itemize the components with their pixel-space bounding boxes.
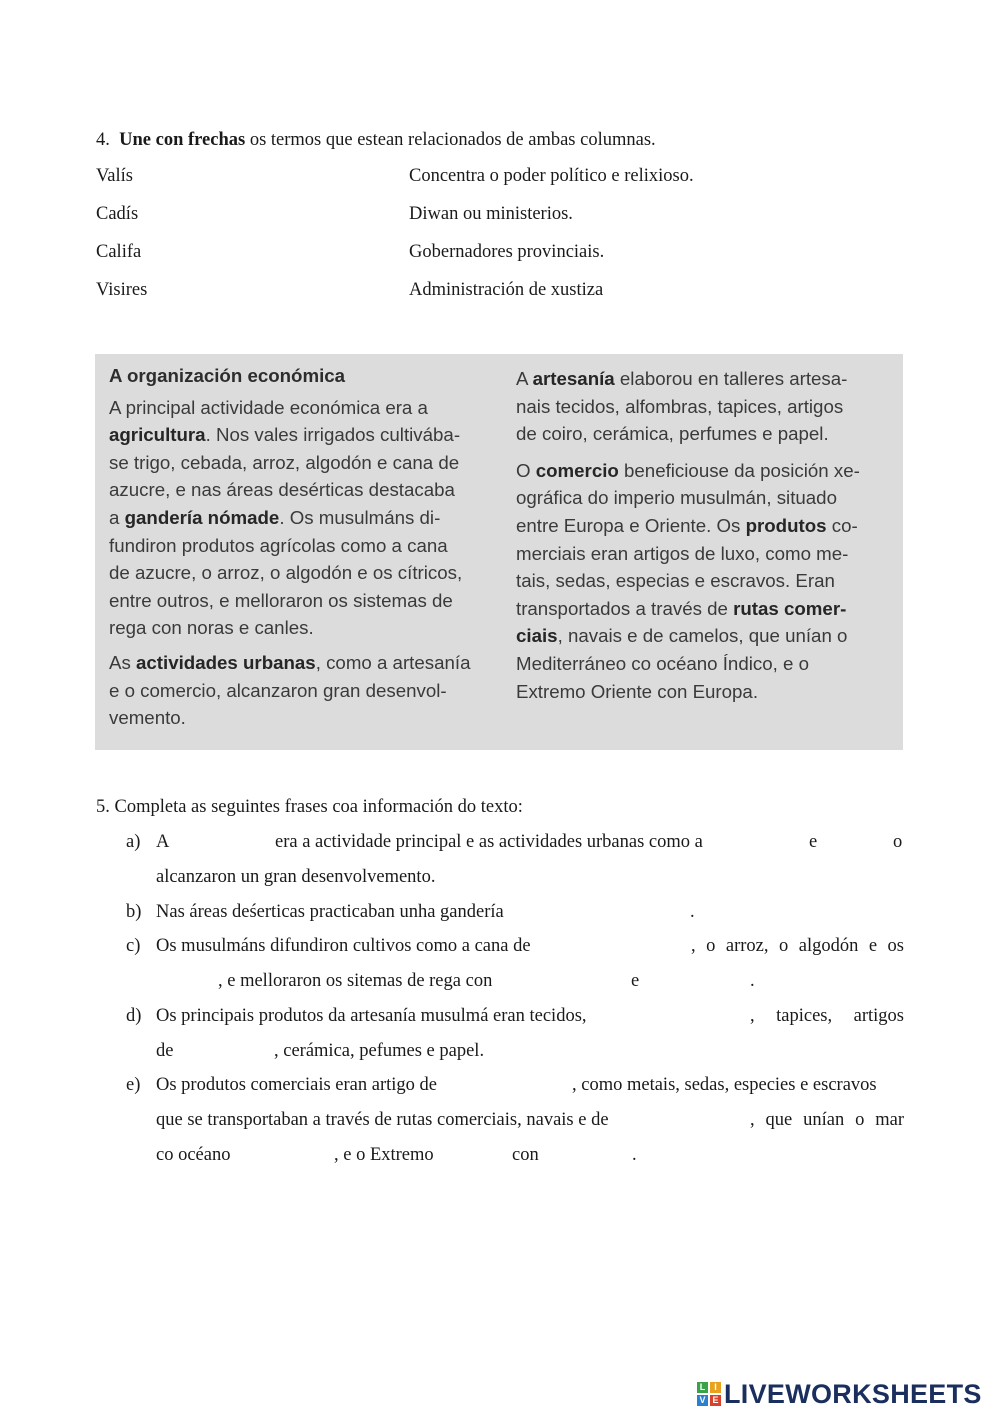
item-c-text-1: Os musulmáns difundiron cultivos como a cana de xyxy=(156,936,531,956)
textbook-excerpt xyxy=(95,354,903,750)
right-term-xustiza[interactable]: Administración de xustiza xyxy=(409,280,604,300)
item-d-text-3: de xyxy=(156,1041,174,1061)
exercise-4-instruction-bold: Une con frechas xyxy=(119,130,246,150)
term-rutas-comerciais-2: ciais xyxy=(516,625,558,647)
right-term-gobernadores[interactable]: Gobernadores provinciais. xyxy=(409,242,605,262)
item-e-blank-3[interactable] xyxy=(241,1143,331,1167)
right-term-poder[interactable]: Concentra o poder político e relixioso. xyxy=(409,166,694,186)
item-b-text-2: . xyxy=(690,902,695,922)
item-a-blank-2[interactable] xyxy=(745,830,803,854)
item-a-blank-3[interactable] xyxy=(823,830,889,854)
exercise-4-number: 4. xyxy=(96,130,110,150)
item-e-text-6: , e o Extremo xyxy=(334,1145,434,1165)
item-c-text-2: , o arroz, o algodón e os xyxy=(691,936,904,956)
item-d-blank-1[interactable] xyxy=(630,1004,746,1028)
textbook-left-column xyxy=(109,362,485,732)
term-agricultura: agricultura xyxy=(109,424,206,446)
item-c-text-5: . xyxy=(750,971,755,991)
term-artesania: artesanía xyxy=(532,368,615,389)
item-c-label: c) xyxy=(126,936,141,956)
liveworksheets-wordmark: LIVEWORKSHEETS xyxy=(724,1378,982,1409)
textbook-left-paragraph-2: As actividades urbanas, como a artesanía e o comercio, alcanzaron gran desenvol- vemento. xyxy=(109,651,471,729)
item-e-text-8: . xyxy=(632,1145,637,1165)
textbook-left-paragraph-1: A principal actividade económica era a agricultura. Nos vales irrigados cultivába- se trigo, cebada, arroz, algodón e cana de azucre, e nas áreas desérticas destacaba a gandería nómade. Os musulmáns di- fundiron produtos agrícolas como a cana de azucre, o arroz, o algodón e os cítricos, entre outros, e melloraron os sistemas de rega con noras e canles. xyxy=(109,396,463,639)
exercise-4-instruction xyxy=(96,130,656,151)
item-d-text-2: , tapices, artigos xyxy=(750,1006,904,1026)
textbook-right-paragraph-2: O comercio beneficiouse da posición xe- ográfica do imperio musulmán, situado entre Europa e Oriente. Os produtos co- merciais eran artigos de luxo, como me- tais, sedas, especias e escravos. Eran transportados a través de rutas comer- ciais, navais e de camelos, que unían o Mediterráneo co océano Índico, e o Extremo Oriente con Europa. xyxy=(516,459,860,702)
left-term-califa[interactable]: Califa xyxy=(96,242,142,262)
item-b-label: b) xyxy=(126,902,142,922)
term-gandeira-nomade: gandería nómade xyxy=(124,506,280,528)
item-c-blank-2[interactable] xyxy=(156,969,214,993)
item-a-text-1: A xyxy=(156,832,170,852)
item-b-text-1: Nas áreas deśerticas practicaban unha gandería xyxy=(156,902,504,922)
item-e-blank-5[interactable] xyxy=(546,1143,628,1167)
item-d-text-4: , cerámica, pefumes e papel. xyxy=(274,1041,485,1061)
liveworksheets-logo-icon: L I V E xyxy=(697,1382,721,1406)
liveworksheets-logo xyxy=(697,1377,982,1411)
item-a-text-3: e xyxy=(809,832,818,852)
item-a-text-4: o xyxy=(893,832,903,852)
textbook-right-column xyxy=(516,365,896,705)
item-a-blank-1[interactable] xyxy=(174,830,270,854)
term-rutas-comerciais-1: rutas comer- xyxy=(733,597,847,619)
item-c-text-3: , e melloraron os sitemas de rega con xyxy=(218,971,493,991)
term-produtos: produtos xyxy=(745,514,827,536)
left-term-visires[interactable]: Visires xyxy=(96,280,148,300)
item-e-blank-4[interactable] xyxy=(446,1143,506,1167)
item-a-text-5: alcanzaron un gran desenvolvemento. xyxy=(156,867,436,887)
left-term-cadis[interactable]: Cadís xyxy=(96,204,139,224)
item-c-blank-3[interactable] xyxy=(524,969,624,993)
item-d-blank-2[interactable] xyxy=(180,1039,272,1063)
item-e-label: e) xyxy=(126,1075,141,1095)
item-e-text-2: , como metais, sedas, especies e escravos xyxy=(572,1075,877,1095)
item-c-blank-4[interactable] xyxy=(648,969,744,993)
item-d-label: d) xyxy=(126,1006,142,1026)
item-d-text-1: Os principais produtos da artesanía musulmá eran tecidos, xyxy=(156,1006,587,1026)
item-e-text-1: Os produtos comerciais eran artigo de xyxy=(156,1075,438,1095)
item-c-text-4: e xyxy=(631,971,640,991)
item-e-text-3: que se transportaban a través de rutas comerciais, navais e de xyxy=(156,1110,609,1130)
item-e-text-7: con xyxy=(512,1145,539,1165)
textbook-heading: A organización económica xyxy=(109,365,346,386)
left-term-valis[interactable]: Valís xyxy=(96,166,133,186)
item-b-blank-1[interactable] xyxy=(540,900,686,924)
item-e-text-5: co océano xyxy=(156,1145,231,1165)
exercise-5-title: 5. Completa as seguintes frases coa información do texto: xyxy=(96,797,523,817)
right-term-diwan[interactable]: Diwan ou ministerios. xyxy=(409,204,573,224)
item-a-text-2: era a actividade principal e as actividades urbanas como a xyxy=(275,832,703,852)
term-actividades-urbanas: actividades urbanas xyxy=(136,651,316,673)
term-comercio: comercio xyxy=(535,459,619,481)
item-e-blank-1[interactable] xyxy=(467,1073,569,1097)
textbook-right-paragraph-1: A artesanía elaborou en talleres artesa- nais tecidos, alfombras, tapices, artigos de coiro, cerámica, perfumes e papel. xyxy=(516,368,848,445)
exercise-4-instruction-rest: os termos que estean relacionados de ambas columnas. xyxy=(249,130,656,150)
item-a-label: a) xyxy=(126,832,141,852)
item-e-text-4: , que unían o mar xyxy=(750,1110,904,1130)
item-c-blank-1[interactable] xyxy=(569,934,685,958)
item-e-blank-2[interactable] xyxy=(652,1108,746,1132)
